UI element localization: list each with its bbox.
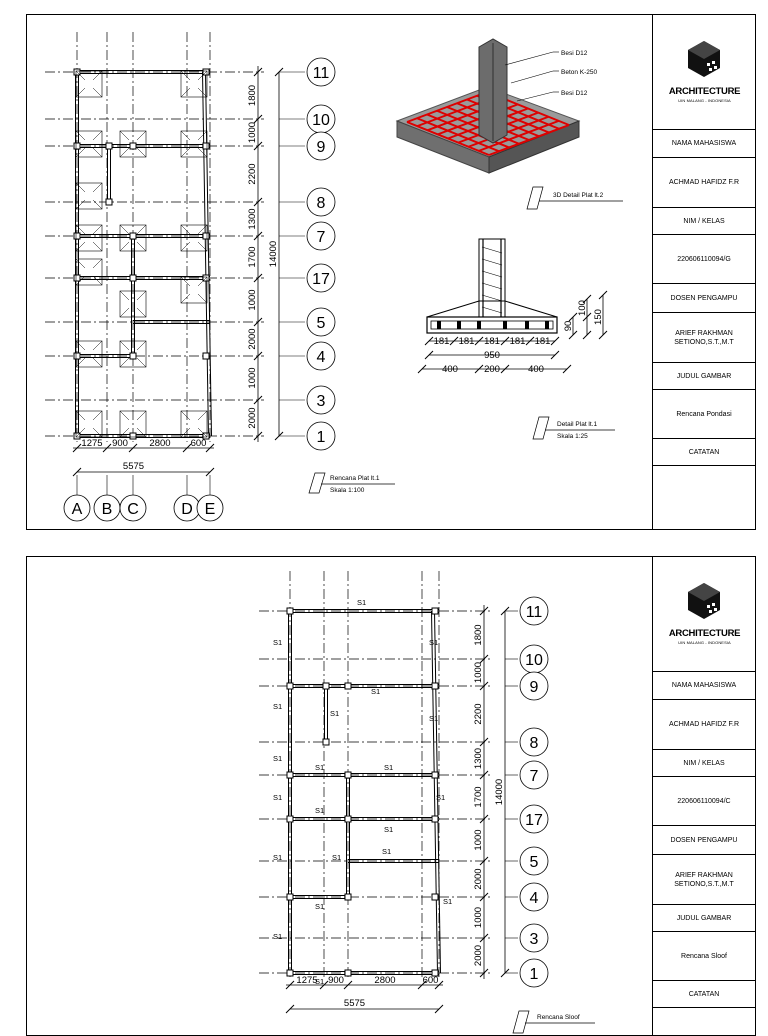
sloof-beam-label: S1 [384, 763, 394, 772]
nim-label: NIM / KELAS [653, 208, 755, 235]
sloof-beam-label: S1 [315, 806, 325, 815]
foundation-plan-drawing [27, 15, 653, 529]
sloof-beam-label: S1 [273, 932, 283, 941]
bar-spacing-label: 181 [458, 336, 475, 347]
dosen-label: DOSEN PENGAMPU [653, 284, 755, 313]
row-dimension-label: 2200 [473, 703, 484, 725]
row-dimension-label: 2000 [247, 328, 258, 350]
grid-row-label: 17 [312, 271, 330, 288]
footing-diagonal [93, 200, 102, 209]
sloof-beam-label: S1 [436, 793, 446, 802]
stirrup-line [482, 283, 502, 289]
sloof-beam-label: S1 [273, 793, 283, 802]
section-height-label: 100 [577, 300, 588, 316]
iso-leader [511, 71, 553, 83]
column [432, 894, 438, 900]
row-dimension-label: 1000 [473, 661, 484, 684]
catatan-label: CATATAN [653, 981, 755, 1008]
rebar-dot [525, 321, 529, 329]
brand-name: ARCHITECTURE [668, 628, 741, 639]
row-dimension-label: 2000 [247, 407, 258, 429]
column-dimension-label: 2800 [374, 975, 396, 986]
footing-diagonal [93, 358, 102, 367]
sloof-beam-label: S1 [315, 763, 325, 772]
footing-diagonal [137, 242, 146, 251]
rebar-dot [545, 321, 549, 329]
column [130, 275, 136, 281]
iso-label: Besi D12 [561, 90, 588, 97]
row-dimension-label: 1000 [473, 906, 484, 929]
row-dimension-label: 1000 [473, 829, 484, 851]
plan-scale: Skala 1:100 [330, 487, 365, 494]
judul-value: Rencana Sloof [653, 932, 755, 981]
footing-diagonal [181, 411, 190, 420]
stirrup-line [482, 271, 502, 277]
column-dimension-label: 900 [112, 438, 128, 449]
wall-line [432, 611, 438, 973]
section-bottom-label: 200 [484, 364, 500, 375]
footing-diagonal [137, 358, 146, 367]
footing-diagonal [120, 225, 129, 234]
sloof-beam-label: S1 [357, 598, 367, 607]
footing-diagonal [120, 148, 129, 157]
grid-row-label: 7 [529, 768, 539, 785]
grid-row-label: 9 [529, 679, 539, 696]
detail-scale: Skala 1:25 [557, 433, 588, 440]
stirrup-line [482, 259, 502, 265]
column [345, 772, 351, 778]
dosen-label: DOSEN PENGAMPU [653, 826, 755, 855]
footing-diagonal [93, 411, 102, 420]
column [203, 143, 209, 149]
rebar-dot [477, 321, 481, 329]
nim-label: NIM / KELAS [653, 750, 755, 777]
row-dimension-label: 2000 [473, 868, 484, 890]
judul-label: JUDUL GAMBAR [653, 363, 755, 390]
sloof-beam-label: S1 [443, 897, 453, 906]
bar-spacing-label: 181 [433, 336, 450, 347]
architecture-logo-icon [685, 581, 723, 621]
column [130, 353, 136, 359]
column-dimension-label: 900 [328, 975, 344, 986]
title-block [652, 15, 755, 529]
grid-column-label: A [71, 501, 83, 518]
architecture-logo-icon [685, 39, 723, 79]
iso-label: Besi D12 [561, 50, 588, 57]
total-width-label: 5575 [343, 998, 366, 1009]
column [432, 816, 438, 822]
grid-row-label: 10 [525, 652, 543, 669]
bar-spacing-label: 181 [534, 336, 551, 347]
footing-diagonal [137, 225, 146, 234]
column [432, 772, 438, 778]
column [74, 143, 80, 149]
column [74, 275, 80, 281]
footing-diagonal [93, 341, 102, 350]
column-dimension-label: 1275 [296, 975, 318, 986]
wall-line [203, 72, 209, 436]
nama-label: NAMA MAHASISWA [653, 130, 755, 158]
footing-diagonal [137, 411, 146, 420]
column [106, 143, 112, 149]
row-dimension-label: 1300 [473, 747, 484, 770]
section-slab [427, 317, 557, 333]
footing-diagonal [181, 225, 190, 234]
judul-value: Rencana Pondasi [653, 390, 755, 439]
sloof-beam-label: S1 [382, 847, 392, 856]
column [287, 683, 293, 689]
row-dimension-label: 1000 [247, 367, 258, 389]
bar-spacing-label: 181 [484, 336, 500, 347]
iso-leader [517, 92, 553, 101]
column [287, 894, 293, 900]
column [432, 608, 438, 614]
column [345, 683, 351, 689]
logo-area [653, 15, 755, 130]
rebar-dot [503, 321, 507, 329]
footing-diagonal [181, 242, 190, 251]
footing-diagonal [93, 88, 102, 97]
row-dimension-label: 2200 [247, 163, 258, 185]
sheet-rencana-pondasi [26, 14, 756, 530]
grid-row-label: 8 [529, 735, 539, 752]
grid-row-label: 11 [525, 604, 543, 621]
footing-diagonal [137, 131, 146, 140]
iso-detail-title: 3D Detail Plat lt.2 [553, 192, 604, 199]
column-dimension-label: 2800 [149, 438, 171, 449]
column [287, 816, 293, 822]
sloof-beam-label: S1 [273, 754, 283, 763]
column [130, 433, 136, 439]
footing-diagonal [137, 291, 146, 300]
footing-diagonal [137, 148, 146, 157]
column [287, 608, 293, 614]
footing-diagonal [181, 294, 190, 303]
total-dimension-label: 14000 [494, 778, 505, 806]
footing-diagonal [137, 308, 146, 317]
column [345, 816, 351, 822]
column-dimension-label: 1275 [81, 438, 103, 449]
grid-row-label: 8 [316, 195, 326, 212]
section-bottom-label: 400 [442, 364, 458, 375]
footing-diagonal [198, 411, 207, 420]
grid-row-label: 4 [316, 349, 326, 366]
total-width-label: 5575 [122, 461, 145, 472]
row-dimension-label: 1700 [473, 786, 484, 808]
column [130, 143, 136, 149]
column-dimension-label: 600 [422, 975, 439, 986]
footing-diagonal [198, 294, 207, 303]
grid-row-label: 3 [529, 931, 539, 948]
column [345, 894, 351, 900]
sloof-beam-label: S1 [315, 977, 325, 986]
sloof-beam-label: S1 [332, 853, 342, 862]
column [323, 739, 329, 745]
row-dimension-label: 1800 [247, 84, 258, 107]
rebar-dot [437, 321, 441, 329]
sloof-beam-label: S1 [384, 825, 394, 834]
column [130, 233, 136, 239]
section-height-label: 90 [563, 320, 574, 332]
plan-title: Rencana Sloof [537, 1014, 580, 1021]
footing-diagonal [181, 131, 190, 140]
title-block [652, 557, 755, 1035]
footing-diagonal [93, 259, 102, 268]
wall-line [435, 611, 441, 973]
footing-diagonal [120, 358, 129, 367]
footing-diagonal [120, 291, 129, 300]
footing-diagonal [137, 341, 146, 350]
grid-column-label: C [127, 501, 139, 518]
detail-title: Detail Plat lt.1 [557, 421, 598, 428]
footing-diagonal [181, 148, 190, 157]
nim-value: 220606110094/G [653, 235, 755, 284]
column [323, 683, 329, 689]
footing-diagonal [93, 242, 102, 251]
row-dimension-label: 1000 [247, 289, 258, 311]
grid-row-label: 9 [316, 139, 326, 156]
grid-column-label: B [101, 501, 113, 518]
footing-diagonal [120, 242, 129, 251]
column [287, 772, 293, 778]
wall-line [206, 72, 212, 436]
section-haunch [427, 301, 557, 317]
nama-label: NAMA MAHASISWA [653, 672, 755, 700]
sloof-plan-drawing [27, 557, 653, 1035]
logo-area [653, 557, 755, 672]
judul-label: JUDUL GAMBAR [653, 905, 755, 932]
grid-row-label: 5 [529, 854, 539, 871]
nama-value: ACHMAD HAFIDZ F.R [653, 158, 755, 208]
column-dimension-label: 600 [190, 438, 207, 449]
plan-title: Rencana Plat lt.1 [330, 475, 380, 482]
stirrup-line [482, 307, 502, 313]
grid-row-label: 3 [316, 393, 326, 410]
grid-column-label: D [181, 501, 193, 518]
footing-diagonal [120, 411, 129, 420]
section-width-label: 950 [484, 350, 500, 361]
footing-diagonal [93, 131, 102, 140]
stirrup-line [482, 295, 502, 301]
column [74, 233, 80, 239]
brand-subtitle: UIN MALANG - INDONESIA [678, 640, 731, 645]
sloof-beam-label: S1 [371, 687, 381, 696]
bar-spacing-label: 181 [509, 336, 526, 347]
footing-diagonal [120, 308, 129, 317]
footing-diagonal [181, 88, 190, 97]
sloof-beam-label: S1 [273, 638, 283, 647]
title-marker-icon [527, 187, 543, 209]
title-marker-icon [513, 1011, 529, 1033]
column [203, 233, 209, 239]
brand-subtitle: UIN MALANG - INDONESIA [678, 98, 731, 103]
row-dimension-label: 1800 [473, 624, 484, 646]
sloof-beam-label: S1 [315, 902, 325, 911]
footing-diagonal [93, 183, 102, 192]
catatan-label: CATATAN [653, 439, 755, 466]
brand-name: ARCHITECTURE [668, 86, 741, 97]
column [74, 353, 80, 359]
section-bottom-rebar [431, 321, 553, 329]
row-dimension-label: 2000 [473, 944, 484, 967]
grid-row-label: 1 [316, 429, 326, 446]
footing-diagonal [120, 131, 129, 140]
row-dimension-label: 1000 [247, 121, 258, 144]
column [345, 970, 351, 976]
iso-leader [505, 52, 553, 65]
row-dimension-label: 1700 [247, 246, 258, 268]
section-bottom-label: 400 [528, 364, 544, 375]
grid-row-label: 1 [529, 966, 539, 983]
title-marker-icon [309, 473, 325, 493]
footing-diagonal [198, 131, 207, 140]
sheet-rencana-sloof [26, 556, 756, 1036]
sloof-beam-label: S1 [330, 709, 340, 718]
grid-row-label: 10 [312, 112, 330, 129]
column [287, 970, 293, 976]
footing-diagonal [120, 341, 129, 350]
column [432, 683, 438, 689]
grid-row-label: 17 [525, 812, 543, 829]
sloof-beam-label: S1 [429, 638, 439, 647]
grid-row-label: 4 [529, 890, 539, 907]
row-dimension-label: 1300 [247, 208, 258, 230]
sloof-beam-label: S1 [273, 702, 283, 711]
iso-label: Beton K-250 [561, 69, 598, 76]
footing-diagonal [93, 276, 102, 285]
rebar-dot [457, 321, 461, 329]
stirrup-line [482, 247, 502, 253]
footing-diagonal [93, 225, 102, 234]
column [203, 353, 209, 359]
dosen-value: ARIEF RAKHMAN SETIONO,S.T.,M.T [653, 313, 755, 363]
footing-diagonal [93, 148, 102, 157]
total-dimension-label: 14000 [268, 240, 279, 268]
nim-value: 220606110094/C [653, 777, 755, 826]
nama-value: ACHMAD HAFIDZ F.R [653, 700, 755, 750]
section-height-label: 150 [593, 309, 604, 325]
dosen-value: ARIEF RAKHMAN SETIONO,S.T.,M.T [653, 855, 755, 905]
title-marker-icon [533, 417, 549, 439]
grid-column-label: E [204, 501, 216, 518]
column [106, 199, 112, 205]
sloof-beam-label: S1 [429, 714, 439, 723]
grid-row-label: 11 [312, 65, 330, 82]
sloof-beam-label: S1 [273, 853, 283, 862]
grid-row-label: 5 [316, 315, 326, 332]
grid-row-label: 7 [316, 229, 326, 246]
